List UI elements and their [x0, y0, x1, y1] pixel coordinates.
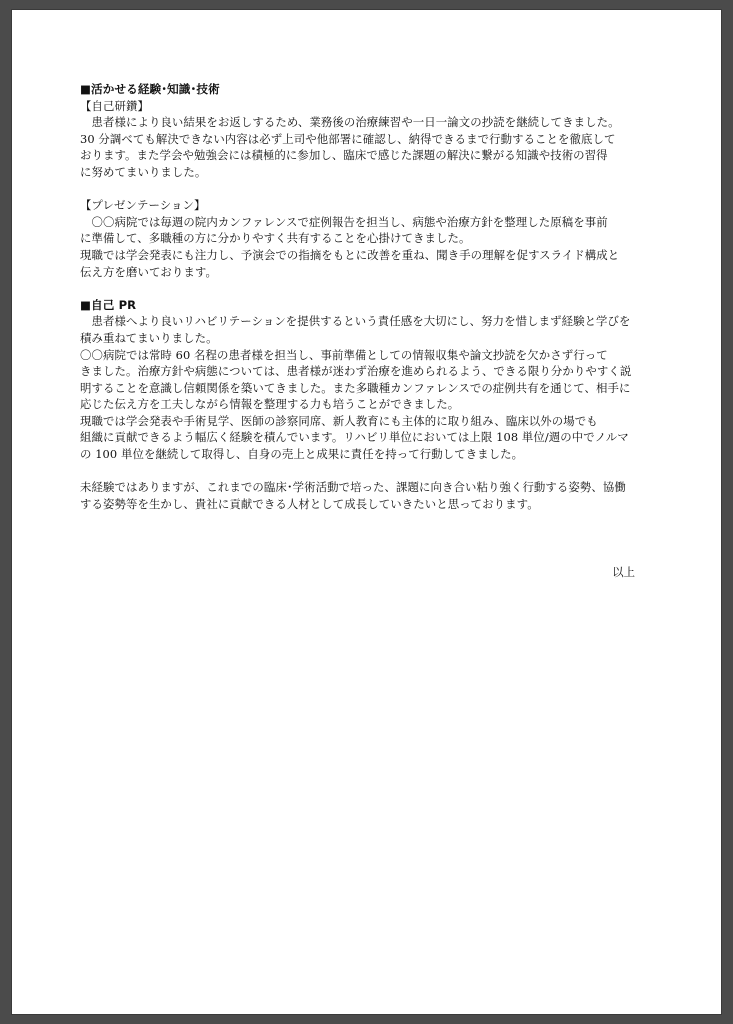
- text-line: に努めてまいりました。: [80, 164, 207, 179]
- text-line: 患者様により良い結果をお返しするため、業務後の治療練習や一日一論文の抄読を継続してきました。: [80, 115, 620, 130]
- text-line: 患者様へより良いリハビリテーションを提供するという責任感を大切にし、努力を惜しまず経験と学びを: [80, 314, 631, 329]
- text-line: 応じた伝え方を工夫しながら情報を整理する力も培うことができました。: [80, 397, 460, 412]
- text-line: 組織に貢献できるよう幅広く経験を積んでいます。リハビリ単位においては上限 108 単位/週の中でノルマ: [80, 430, 629, 445]
- text-line: きました。治療方針や病態については、患者様が迷わず治療を進められるよう、できる限り分かりやすく説: [80, 364, 632, 379]
- text-line: に準備して、多職種の方に分かりやすく共有することを心掛けてきました。: [80, 231, 471, 246]
- text-line: 明することを意識し信頼関係を築いてきました。また多職種カンファレンスでの症例共有を通じて、相手に: [80, 380, 631, 395]
- document-page: [12, 10, 721, 1014]
- text-line: 30 分調べても解決できない内容は必ず上司や他部署に確認し、納得できるまで行動することを徹底して: [80, 131, 616, 146]
- spacer: [80, 463, 668, 480]
- text-line: 〇〇病院では毎週の院内カンファレンスで症例報告を担当し、病態や治療方針を整理した原稿を事前: [80, 214, 608, 229]
- section-heading-self-pr: ■自己 PR: [80, 297, 137, 312]
- subheading-self-study: 【自己研鑽】: [80, 98, 149, 113]
- text-line: 積み重ねてまいりました。: [80, 330, 218, 345]
- text-line: 現職では学会発表や手術見学、医師の診察同席、新人教育にも主体的に取り組み、臨床以外の場でも: [80, 413, 598, 428]
- text-line: 伝え方を磨いております。: [80, 264, 217, 279]
- text-line: の 100 単位を継続して取得し、自身の売上と成果に責任を持って行動してきました。: [80, 447, 524, 462]
- text-line: おります。また学会や勉強会には積極的に参加し、臨床で感じた課題の解決に繋がる知識や技術の習得: [80, 148, 608, 163]
- text-line: 未経験ではありますが、これまでの臨床･学術活動で培った、課題に向き合い粘り強く行動する姿勢、協働: [80, 480, 626, 495]
- closing-mark: 以上: [612, 565, 635, 579]
- text-line: 現職では学会発表にも注力し、予演会での指摘をもとに改善を重ね、聞き手の理解を促すスライド構成と: [80, 247, 620, 262]
- text-line: する姿勢等を生かし、貴社に貢献できる人材として成長していきたいと思っております。: [80, 496, 539, 511]
- section-heading-skills: ■活かせる経験･知識･技術: [80, 82, 220, 96]
- text-line: 〇〇病院では常時 60 名程の患者様を担当し、事前準備としての情報収集や論文抄読を欠かさず行って: [80, 347, 608, 362]
- spacer: [80, 280, 668, 297]
- document-body: [80, 81, 668, 512]
- spacer: [80, 181, 668, 198]
- subheading-presentation: 【プレゼンテーション】: [80, 198, 206, 213]
